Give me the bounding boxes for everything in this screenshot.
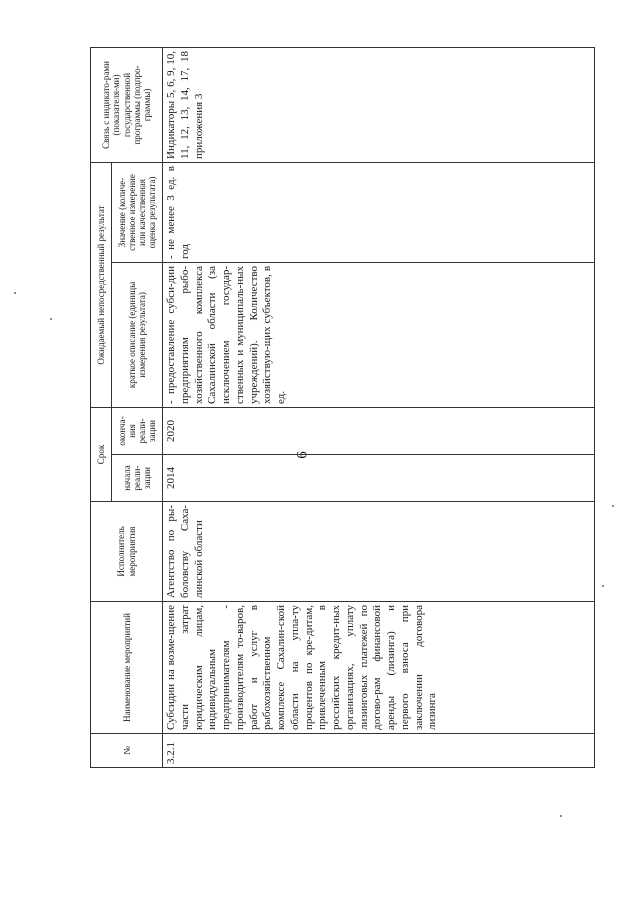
cell-num: 3.2.1 (163, 734, 595, 768)
page-number: 6 (294, 451, 311, 459)
cell-link: Индикаторы 5, 6, 9, 10, 11, 12, 13, 14, 17, 18 приложения 3 (163, 47, 595, 162)
header-num: № (91, 734, 163, 768)
cell-result-desc: - предоставление субси-дии предприятиям рыбо-хозяйственного комплекса Сахалинской области (за исключением государ-ственных и муниципаль-ных учреждений). Количество хозяйствую-щих субъектов, в ед. (163, 262, 595, 407)
cell-start: 2014 (163, 455, 595, 502)
header-name: Наименование мероприятий (91, 602, 163, 734)
cell-executor: Агентство по ры-боловству Саха-линской области (163, 502, 595, 602)
cell-name: Субсидии на возме-щение части затрат юридическим лицам, индивидуальным предпринимателям - производителям то-варов, работ и услуг в рыбохозяйственном комплексе Сахалин-ской области на упла-ту процентов по кре-дитам, привлеченным в российских кредит-ных организациях, уплату лизинговых платежей по догово-рам финансовой аренды (лизинга) и первого взноса при заключении договора лизинга (163, 602, 595, 734)
header-result-value: Значение (количе-ственное измерение или качественная оценка результата) (112, 162, 163, 262)
table-row (163, 47, 595, 767)
scan-speck (50, 318, 52, 320)
cell-end: 2020 (163, 407, 595, 454)
header-term-end: оконча-ния реали-зации (112, 407, 163, 454)
table-frame (90, 48, 595, 768)
measures-table (90, 47, 595, 768)
header-link: Связь с индикато-рами (показателя-ми) государственной программы (подпро-граммы) (91, 47, 163, 162)
header-row-1 (91, 47, 112, 767)
rotated-table-wrapper (90, 48, 595, 768)
cell-result-value: - не менее 3 ед. в год (163, 162, 595, 262)
header-result-desc: краткое описание (единицы измерения результата) (112, 262, 163, 407)
header-term: Срок (91, 407, 112, 501)
scan-speck (14, 292, 16, 294)
scan-speck (560, 815, 562, 817)
header-term-start: начала реали-зации (112, 455, 163, 502)
header-executor: Исполнитель мероприятия (91, 502, 163, 602)
scan-speck (612, 505, 614, 507)
scan-speck (602, 585, 604, 587)
header-result: Ожидаемый непосредственный результат (91, 162, 112, 407)
